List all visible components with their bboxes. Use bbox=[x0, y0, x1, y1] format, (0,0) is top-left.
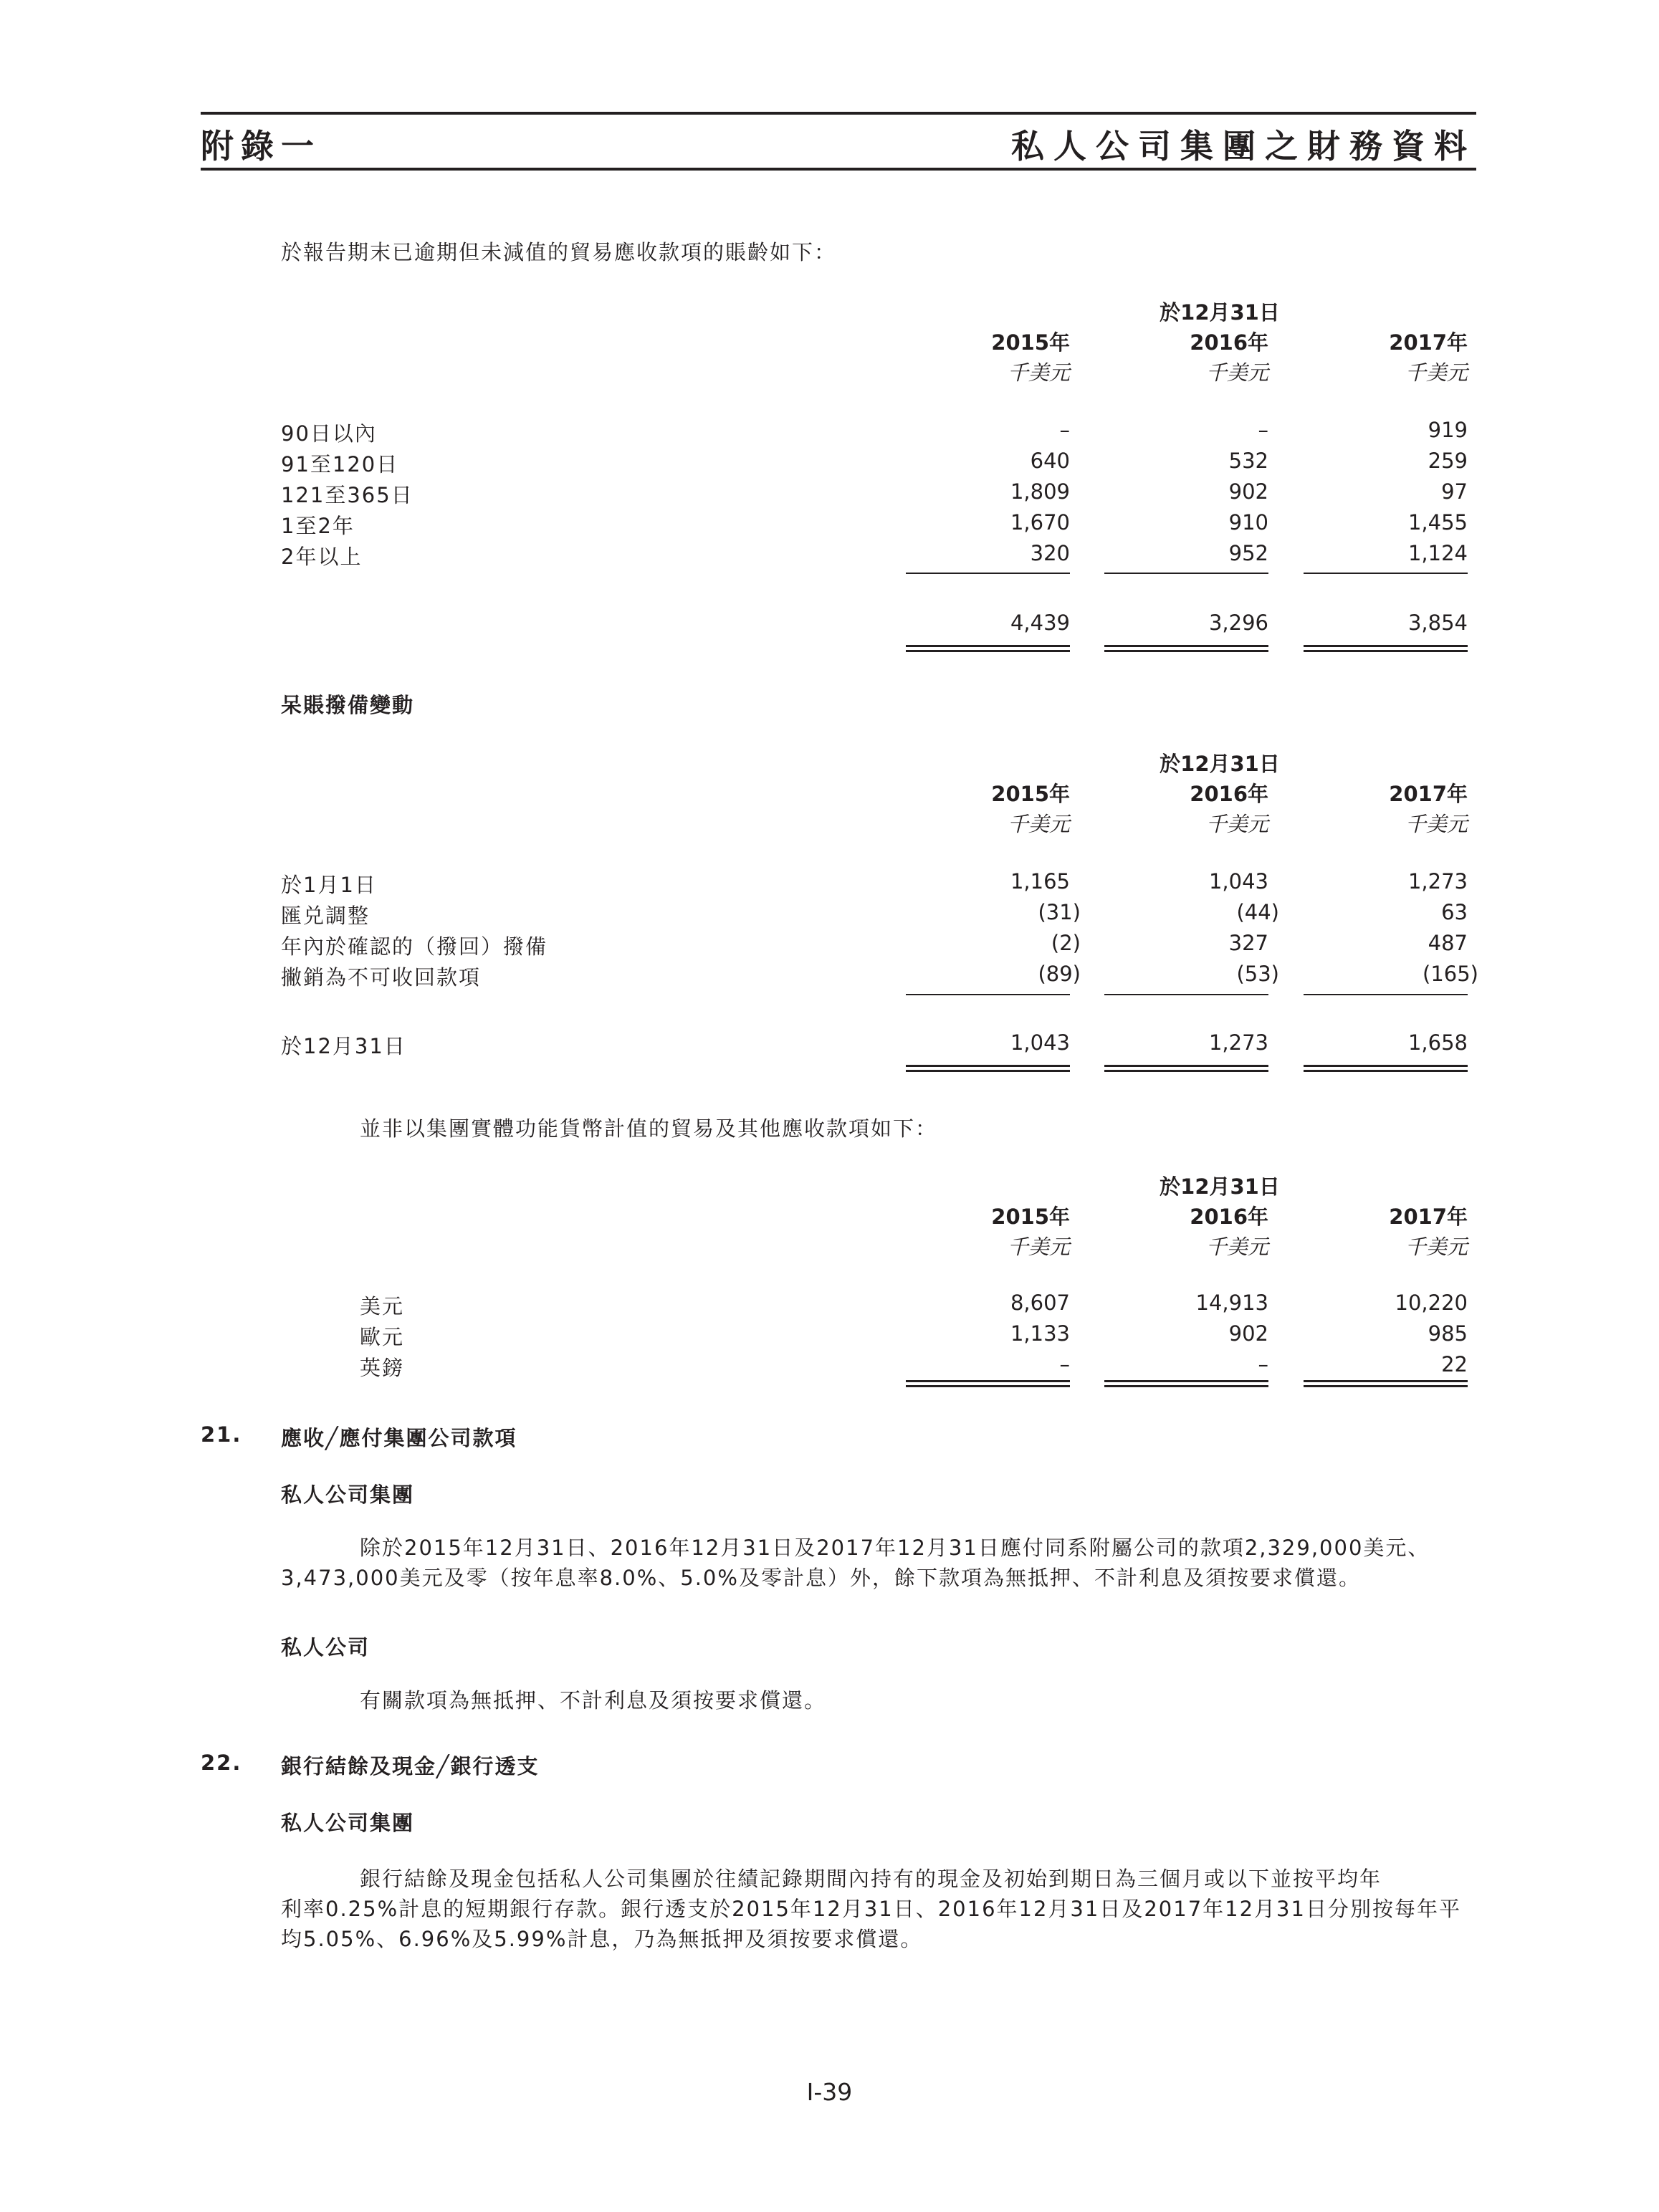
note-21-paragraph-line-1: 除於2015年12月31日、2016年12月31日及2017年12月31日應付同系附屬公司的款項2,329,000美元、 bbox=[360, 1536, 1430, 1560]
aging-year-2017: 2017年 bbox=[1389, 330, 1468, 355]
total-double-rule bbox=[1304, 645, 1468, 652]
cell-2017: 1,124 bbox=[1407, 541, 1468, 565]
note-21-subheading-company: 私人公司 bbox=[281, 1635, 370, 1660]
cell-2015: 1,133 bbox=[1010, 1321, 1070, 1346]
aging-total-2016: 3,296 bbox=[1208, 611, 1268, 635]
currency-year-2016: 2016年 bbox=[1190, 1205, 1268, 1229]
row-label: 2年以上 bbox=[281, 545, 363, 569]
section-title: 私人公司集團之財務資料 bbox=[1011, 127, 1476, 166]
note-22-paragraph-line-3: 均5.05%、6.96%及5.99%計息，乃為無抵押及須按要求償還。 bbox=[281, 1927, 923, 1951]
cell-2017: 487 bbox=[1428, 931, 1468, 955]
allowance-at-label: 於12月31日 bbox=[1160, 752, 1280, 776]
row-label: 於1月1日 bbox=[281, 873, 377, 897]
allowance-total-2017: 1,658 bbox=[1407, 1030, 1468, 1055]
cell-2017: 97 bbox=[1441, 479, 1468, 504]
allowance-total-2015: 1,043 bbox=[1010, 1030, 1070, 1055]
cell-2015: 1,165 bbox=[1010, 869, 1070, 894]
currency-year-2015: 2015年 bbox=[991, 1205, 1070, 1229]
note-22-number: 22. bbox=[201, 1751, 242, 1775]
appendix-title: 附錄一 bbox=[201, 127, 321, 166]
total-double-rule bbox=[1104, 645, 1268, 652]
allowance-closing-label: 於12月31日 bbox=[281, 1034, 406, 1058]
cell-2016: (44) bbox=[1236, 900, 1279, 924]
aging-total-2015: 4,439 bbox=[1010, 611, 1070, 635]
total-double-rule bbox=[1104, 1065, 1268, 1072]
cell-2016: 532 bbox=[1228, 449, 1268, 473]
row-label: 英鎊 bbox=[360, 1356, 405, 1380]
header-rule-top bbox=[201, 112, 1476, 115]
cell-2015: – bbox=[1059, 1352, 1070, 1376]
note-21-subheading-group: 私人公司集團 bbox=[281, 1483, 415, 1507]
cell-2015: (89) bbox=[1038, 962, 1081, 986]
cell-2016: 902 bbox=[1228, 1321, 1268, 1346]
aging-unit-2016: 千美元 bbox=[1205, 360, 1268, 385]
row-label: 匯兑調整 bbox=[281, 904, 370, 928]
subtotal-rule bbox=[1304, 994, 1468, 995]
cell-2015: – bbox=[1059, 418, 1070, 442]
row-label: 年內於確認的（撥回）撥備 bbox=[281, 934, 548, 959]
subtotal-rule bbox=[1304, 573, 1468, 574]
aging-year-2015: 2015年 bbox=[991, 330, 1070, 355]
cell-2015: 640 bbox=[1030, 449, 1070, 473]
total-double-rule bbox=[906, 645, 1070, 652]
cell-2016: 1,043 bbox=[1208, 869, 1268, 894]
cell-2015: (31) bbox=[1038, 900, 1081, 924]
cell-2017: (165) bbox=[1423, 962, 1478, 986]
aging-unit-2015: 千美元 bbox=[1007, 360, 1070, 385]
note-22-paragraph-line-2: 利率0.25%計息的短期銀行存款。銀行透支於2015年12月31日、2016年12月31日及2017年12月31日分別按每年平 bbox=[281, 1897, 1461, 1921]
currency-unit-2015: 千美元 bbox=[1007, 1235, 1070, 1259]
currency-year-2017: 2017年 bbox=[1389, 1205, 1468, 1229]
allowance-total-2016: 1,273 bbox=[1208, 1030, 1268, 1055]
row-label: 美元 bbox=[360, 1294, 405, 1318]
aging-intro: 於報告期末已逾期但未減值的貿易應收款項的賬齡如下： bbox=[281, 240, 837, 264]
allowance-year-2015: 2015年 bbox=[991, 782, 1070, 806]
allowance-unit-2017: 千美元 bbox=[1405, 812, 1468, 836]
currency-intro: 並非以集團實體功能貨幣計值的貿易及其他應收款項如下： bbox=[360, 1116, 938, 1141]
cell-2017: 1,455 bbox=[1407, 510, 1468, 535]
cell-2016: (53) bbox=[1236, 962, 1279, 986]
cell-2016: 14,913 bbox=[1195, 1291, 1268, 1315]
currency-unit-2017: 千美元 bbox=[1405, 1235, 1468, 1259]
cell-2015: 8,607 bbox=[1010, 1291, 1070, 1315]
currency-unit-2016: 千美元 bbox=[1205, 1235, 1268, 1259]
cell-2015: 320 bbox=[1030, 541, 1070, 565]
subtotal-rule bbox=[906, 994, 1070, 995]
note-21-number: 21. bbox=[201, 1422, 242, 1447]
cell-2016: – bbox=[1258, 1352, 1268, 1376]
note-21-title: 應收╱應付集團公司款項 bbox=[281, 1426, 517, 1450]
cell-2015: 1,809 bbox=[1010, 479, 1070, 504]
row-label: 90日以內 bbox=[281, 421, 377, 446]
row-label: 91至120日 bbox=[281, 452, 399, 477]
cell-2015: 1,670 bbox=[1010, 510, 1070, 535]
note-21-paragraph-line-2: 3,473,000美元及零（按年息率8.0%、5.0%及零計息）外，餘下款項為無抵押、不計利息及須按要求償還。 bbox=[281, 1566, 1361, 1590]
total-double-rule bbox=[1304, 1380, 1468, 1387]
total-double-rule bbox=[1104, 1380, 1268, 1387]
row-label: 121至365日 bbox=[281, 483, 413, 507]
cell-2016: 327 bbox=[1228, 931, 1268, 955]
cell-2016: – bbox=[1258, 418, 1268, 442]
subtotal-rule bbox=[1104, 573, 1268, 574]
subtotal-rule bbox=[1104, 994, 1268, 995]
note-22-title: 銀行結餘及現金╱銀行透支 bbox=[281, 1754, 540, 1778]
note-22-paragraph-line-1: 銀行結餘及現金包括私人公司集團於往績記錄期間內持有的現金及初始到期日為三個月或以下並按平均年 bbox=[360, 1867, 1382, 1891]
cell-2016: 910 bbox=[1228, 510, 1268, 535]
allowance-title: 呆賬撥備變動 bbox=[281, 693, 415, 717]
row-label: 1至2年 bbox=[281, 514, 355, 538]
header-rule-bottom bbox=[201, 168, 1476, 171]
currency-at-label: 於12月31日 bbox=[1160, 1174, 1280, 1199]
cell-2017: 63 bbox=[1441, 900, 1468, 924]
allowance-year-2016: 2016年 bbox=[1190, 782, 1268, 806]
row-label: 撇銷為不可收回款項 bbox=[281, 965, 482, 990]
aging-year-2016: 2016年 bbox=[1190, 330, 1268, 355]
cell-2017: 10,220 bbox=[1395, 1291, 1468, 1315]
total-double-rule bbox=[1304, 1065, 1468, 1072]
cell-2017: 259 bbox=[1428, 449, 1468, 473]
allowance-year-2017: 2017年 bbox=[1389, 782, 1468, 806]
allowance-unit-2016: 千美元 bbox=[1205, 812, 1268, 836]
total-double-rule bbox=[906, 1380, 1070, 1387]
note-22-subheading-group: 私人公司集團 bbox=[281, 1811, 415, 1835]
aging-at-label: 於12月31日 bbox=[1160, 300, 1280, 325]
cell-2015: (2) bbox=[1051, 931, 1081, 955]
aging-total-2017: 3,854 bbox=[1407, 611, 1468, 635]
cell-2017: 22 bbox=[1441, 1352, 1468, 1376]
total-double-rule bbox=[906, 1065, 1070, 1072]
note-21-paragraph-2: 有關款項為無抵押、不計利息及須按要求償還。 bbox=[360, 1688, 827, 1713]
page-number: I-39 bbox=[806, 2078, 853, 2106]
cell-2016: 952 bbox=[1228, 541, 1268, 565]
aging-unit-2017: 千美元 bbox=[1405, 360, 1468, 385]
subtotal-rule bbox=[906, 573, 1070, 574]
cell-2017: 1,273 bbox=[1407, 869, 1468, 894]
allowance-unit-2015: 千美元 bbox=[1007, 812, 1070, 836]
cell-2017: 919 bbox=[1428, 418, 1468, 442]
row-label: 歐元 bbox=[360, 1325, 405, 1349]
cell-2016: 902 bbox=[1228, 479, 1268, 504]
cell-2017: 985 bbox=[1428, 1321, 1468, 1346]
